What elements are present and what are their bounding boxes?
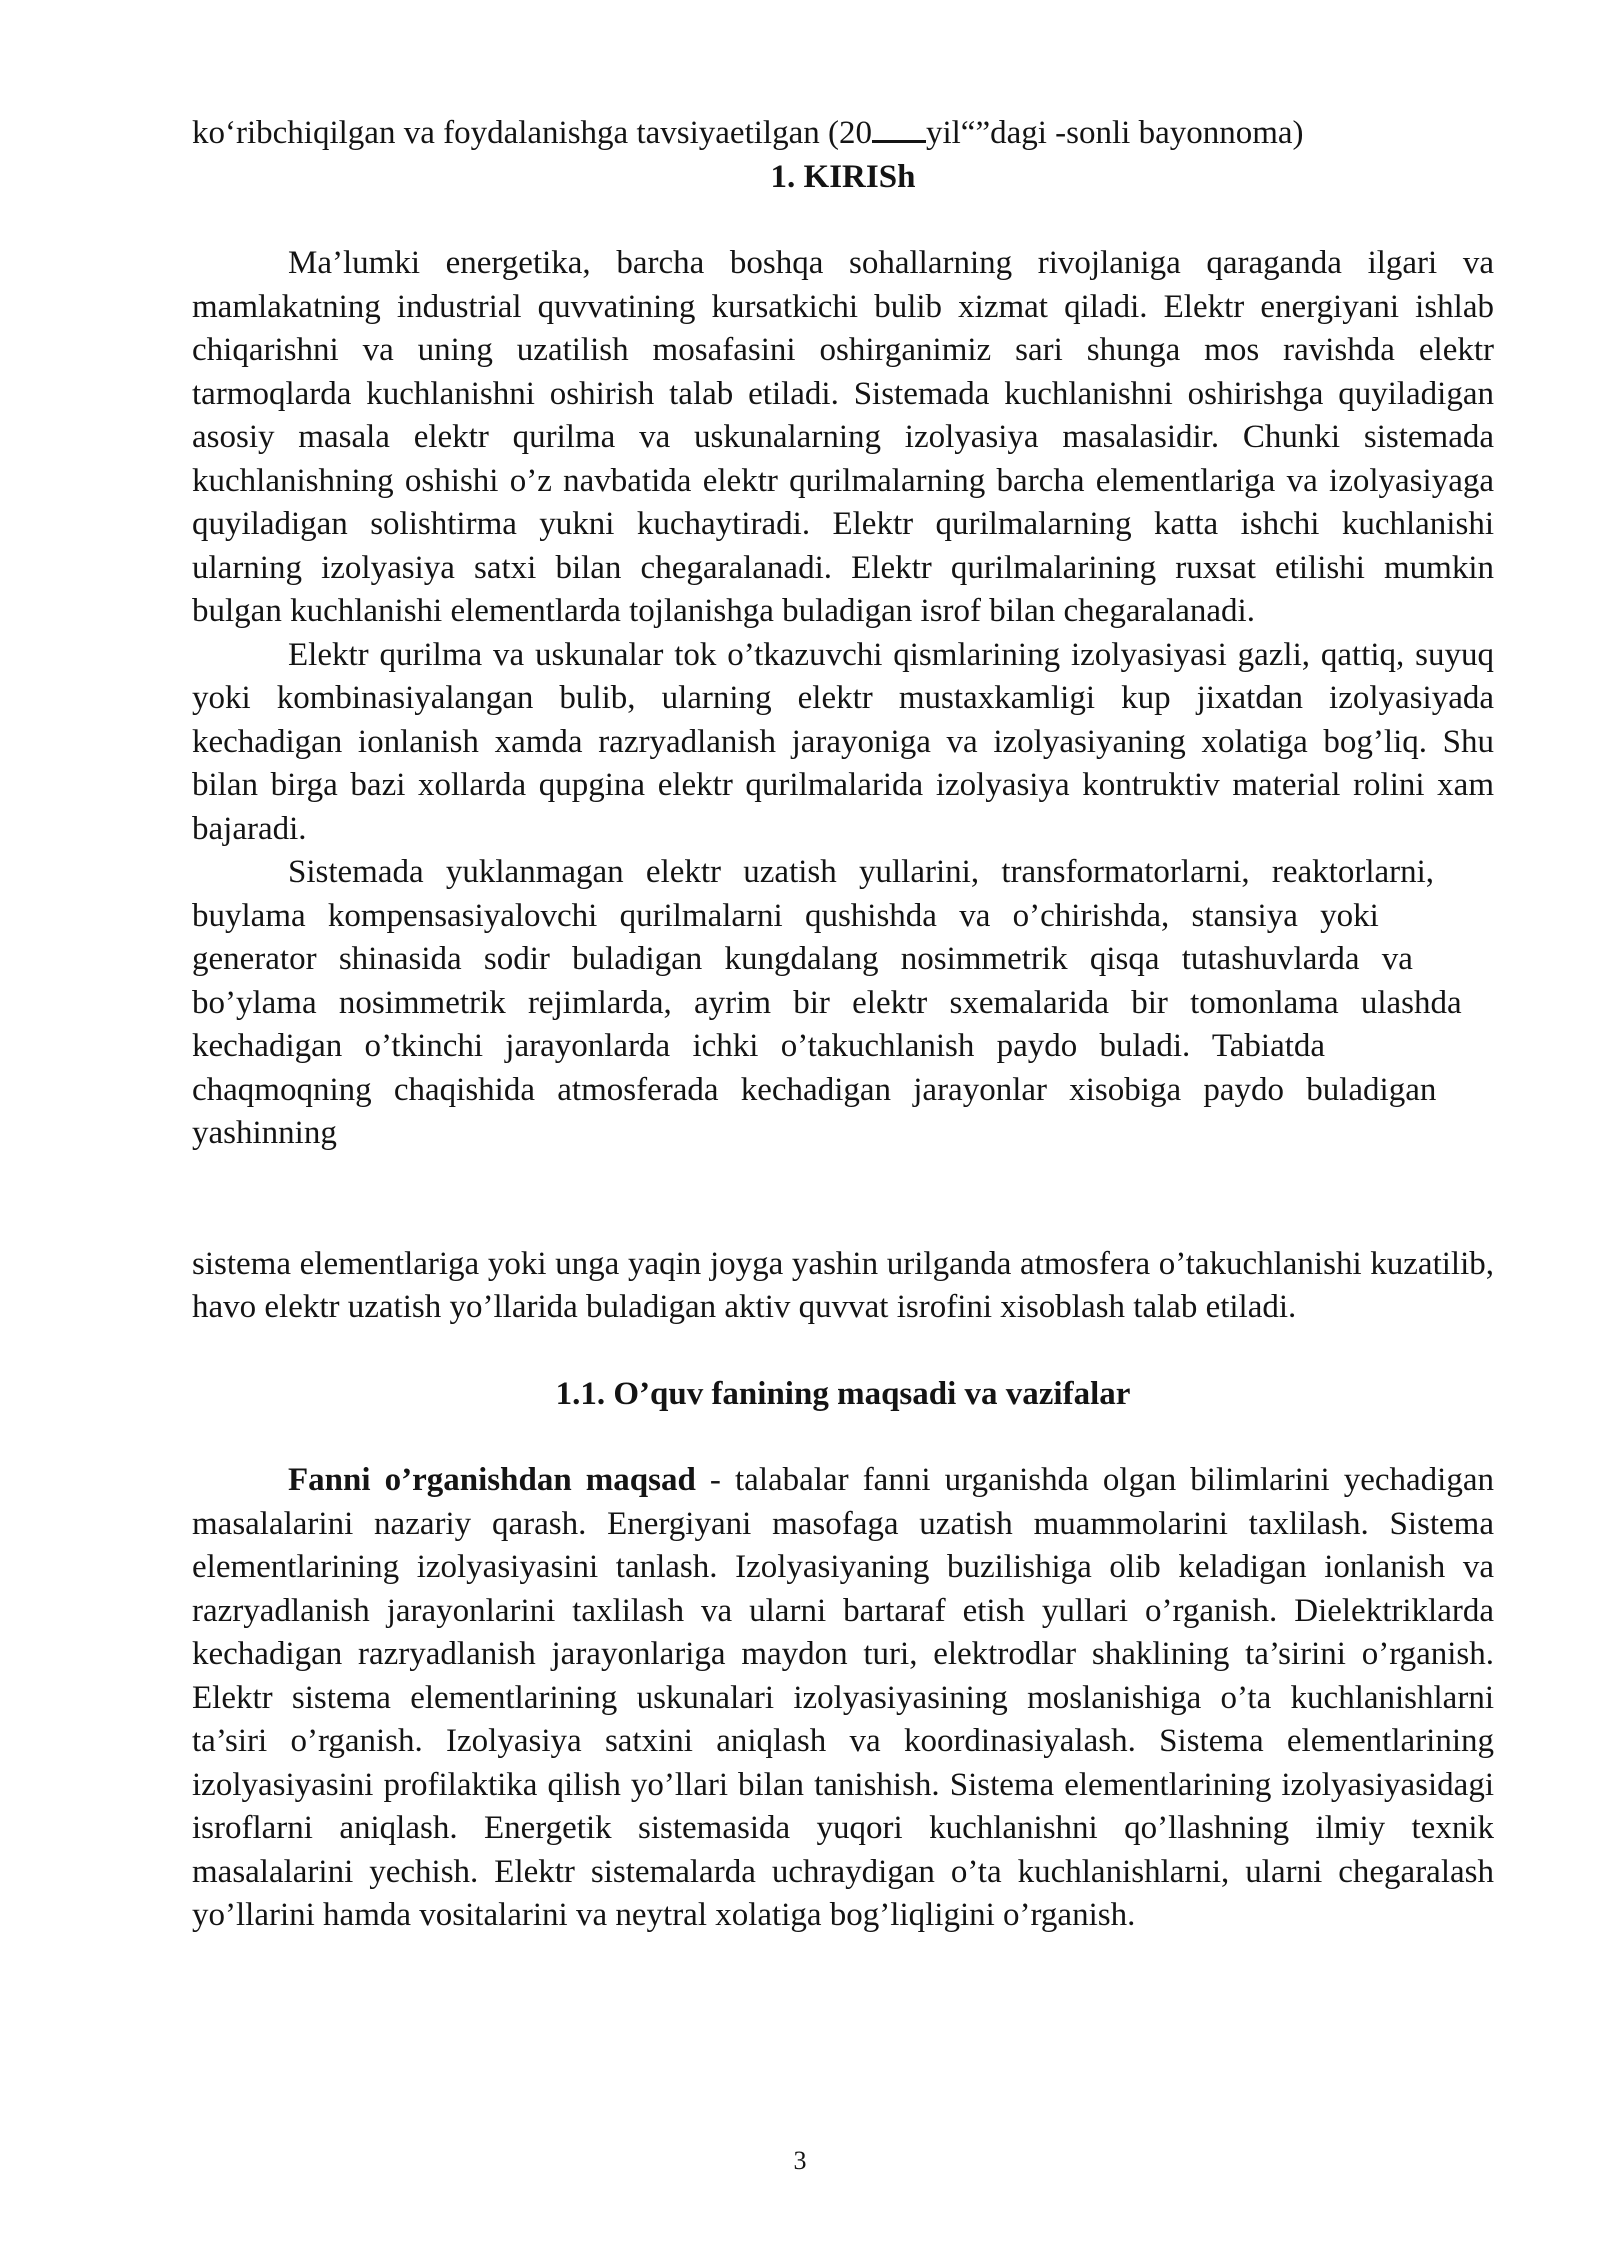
page-number: 3 — [793, 2146, 807, 2175]
document-page — [192, 112, 1494, 1938]
goal-lead: Fanni o’rganishdan maqsad — [288, 1462, 696, 1498]
approval-text-end: yil“”dagi -sonli bayonnoma) — [925, 115, 1304, 151]
approval-line — [192, 112, 1494, 156]
intro-paragraph-2: Elektr qurilma va uskunalar tok o’tkazuvchi qismlarining izolyasiyasi gazli, qattiq, suyuq yoki kombinasiyalangan bulib, ularning elektr mustaxkamligi kup jixatdan izolyasiyada kechadigan ionlanish xamda razryadlanish jarayoniga va izolyasiyaning xolatiga bog’liq. Shu bilan birga bazi xollarda qupgina elektr qurilmalarida izolyasiya kontruktiv material rolini xam bajaradi. — [192, 636, 1494, 847]
intro-paragraph-1: Ma’lumki energetika, barcha boshqa sohallarning rivojlaniga qaraganda ilgari va mamlakatning industrial quvvatining kursatkichi bulib xizmat qiladi. Elektr energiyani ishlab chiqarishni va uning uzatilish mosafasini oshirganimiz sari shunga mos ravishda elektr tarmoqlarda kuchlanishni oshirish talab etiladi. Sistemada kuchlanishni oshirishga quyiladigan asosiy masala elektr qurilma va uskunalarning izolyasiya masalasidir. Chunki sistemada kuchlanishning oshishi o’z navbatida elektr qurilmalarning barcha elementlariga va izolyasiyaga quyiladigan solishtirma yukni kuchaytiradi. Elektr qurilmalarning katta ishchi kuchlanishi ularning izolyasiya satxi bilan chegaralanadi. Elektr qurilmalarining ruxsat etilishi mumkin bulgan kuchlanishi elementlarda tojlanishga buladigan isrof bilan chegaralanadi. — [192, 245, 1494, 629]
year-blank-field — [872, 112, 926, 143]
page-break-gap — [192, 1156, 1494, 1243]
section-title: 1. KIRISh — [770, 158, 916, 195]
spacer — [192, 1330, 1494, 1373]
goal-text: - talabalar fanni urganishda olgan bilimlarini yechadigan masalalarini nazariy qarash. Energiyani masofaga uzatish muammolarini taxlilash. Sistema elementlarining izolyasiyasini tanlash. Izolyasiyaning buzilishiga olib keladigan ionlanish va razryadlanish jarayonlarini taxlilash va ularni bartaraf etish yullari o’rganish. Dielektriklarda kechadigan razryadlanish jarayonlariga maydon turi, elektrodlar shaklining ta’sirini o’rganish. Elektr sistema elementlarining uskunalari izolyasiyasining moslanishiga o’ta kuchlanishlarni ta’siri o’rganish. Izolyasiya satxini aniqlash va koordinasiyalash. Sistema elementlarining izolyasiyasini profilaktika qilish yo’llari bilan tanishish. Sistema elementlarining izolyasiyasidagi isroflarni aniqlash. Energetik sistemasida yuqori kuchlanishni qo’llashning ilmiy texnik masalalarini yechish. Elektr sistemalarda uchraydigan o’ta kuchlanishlarni, ularni chegaralash yo’llarini hamda vositalarini va neytral xolatiga bog’liqligini o’rganish. — [192, 1462, 1494, 1933]
goal-paragraph — [192, 1459, 1494, 1938]
intro-paragraph-3: Sistemada yuklanmagan elektr uzatish yullarini, transformatorlarni, reaktorlarni, buylama kompensasiyalovchi qurilmalarni qushishda va o’chirishda, stansiya yoki generator shinasida sodir buladigan kungdalang nosimmetrik qisqa tutashuvlarda va bo’ylama nosimmetrik rejimlarda, ayrim bir elektr sxemalarida bir tomonlama ulashda kechadigan o’tkinchi jarayonlarda ichki o’takuchlanish paydo buladi. Tabiatda chaqmoqning chaqishida atmosferada kechadigan jarayonlar xisobiga paydo buladigan yashinning — [192, 854, 1462, 1151]
spacer — [192, 1416, 1494, 1459]
approval-text-start: ko‘ribchiqilgan va foydalanishga tavsiyaetilgan (20 — [192, 115, 872, 151]
subsection-title: 1.1. O’quv fanining maqsadi va vazifalar — [555, 1375, 1131, 1412]
spacer — [192, 199, 1494, 242]
continuation-paragraph: sistema elementlariga yoki unga yaqin joyga yashin urilganda atmosfera o’takuchlanishi kuzatilib, havo elektr uzatish yo’llarida buladigan aktiv quvvat isrofini xisoblash talab etiladi. — [192, 1245, 1494, 1325]
